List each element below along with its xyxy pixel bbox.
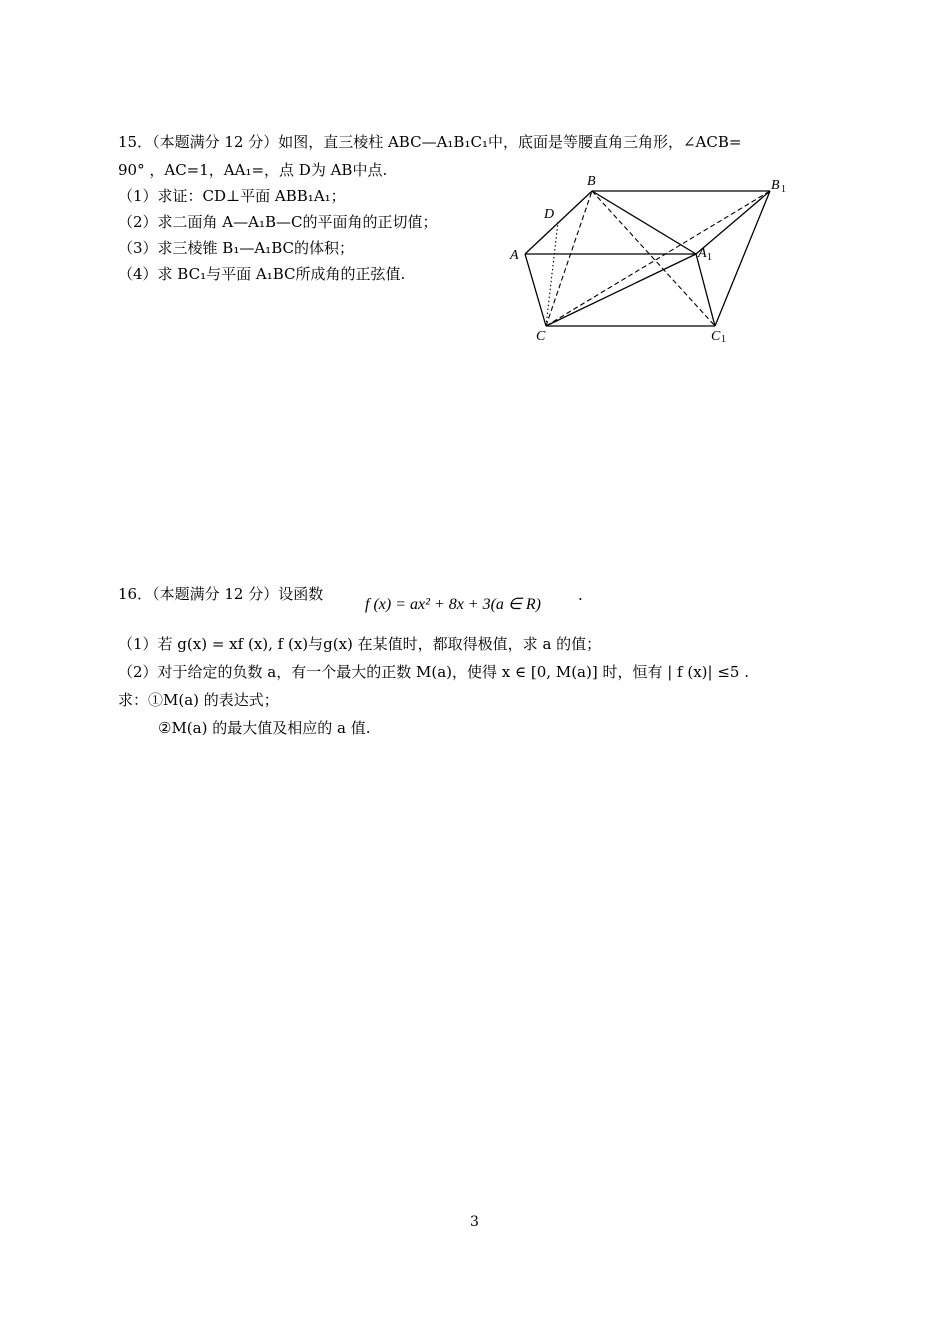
label-C1-subscript: 1 bbox=[721, 334, 726, 345]
edge-CB1 bbox=[546, 191, 770, 326]
edge-A1B1 bbox=[696, 191, 770, 254]
label-C: C bbox=[536, 329, 546, 344]
problem16-question-2: （2）对于给定的负数 a，有一个最大的正数 M(a)，使得 x ∈ [0, M(a)] 时，恒有 | f (x)| ≤5 . bbox=[118, 663, 749, 681]
label-A: A bbox=[510, 248, 519, 263]
problem15-header: 15．（本题满分 12 分）如图，直三棱柱 ABC—A₁B₁C₁中，底面是等腰直角三角形，∠ACB= bbox=[118, 133, 742, 151]
edge-AC bbox=[525, 254, 546, 326]
label-C1: C bbox=[711, 329, 721, 344]
problem16-header: 16．（本题满分 12 分）设函数 bbox=[118, 585, 324, 603]
problem16-period: . bbox=[578, 586, 583, 604]
problem16-question-2a: 求：①M(a) 的表达式； bbox=[118, 691, 279, 709]
label-B: B bbox=[587, 174, 596, 189]
problem16-question-1: （1）若 g(x) = xf (x), f (x)与g(x) 在某值时，都取得极值，求 a 的值； bbox=[118, 635, 602, 653]
edge-CD bbox=[546, 222, 558, 326]
problem15-question-4: （4）求 BC₁与平面 A₁BC所成角的正弦值. bbox=[118, 265, 406, 283]
problem15-question-3: （3）求三棱锥 B₁—A₁BC的体积； bbox=[118, 239, 354, 257]
label-A1-subscript: 1 bbox=[707, 252, 712, 263]
edge-AB bbox=[525, 191, 592, 254]
edge-B1C1 bbox=[715, 191, 770, 326]
problem15-question-2: （2）求二面角 A—A₁B—C的平面角的正切值； bbox=[118, 213, 438, 231]
problem15-question-1: （1）求证：CD⊥平面 ABB₁A₁； bbox=[118, 187, 346, 205]
edge-CA1 bbox=[546, 254, 696, 326]
problem16-function: f (x) = ax² + 8x + 3(a ∈ R) bbox=[365, 596, 541, 613]
label-B1-subscript: 1 bbox=[781, 184, 786, 195]
edge-BA1 bbox=[592, 191, 696, 254]
label-D: D bbox=[544, 207, 555, 222]
label-A1: A bbox=[698, 246, 707, 261]
label-B1: B bbox=[771, 178, 780, 193]
prism-figure bbox=[500, 170, 800, 350]
problem16-question-2b: ②M(a) 的最大值及相应的 a 值. bbox=[158, 719, 371, 737]
page-number: 3 bbox=[470, 1214, 479, 1230]
problem15-conditions: 90° ，AC=1，AA₁=，点 D为 AB中点. bbox=[118, 161, 388, 179]
